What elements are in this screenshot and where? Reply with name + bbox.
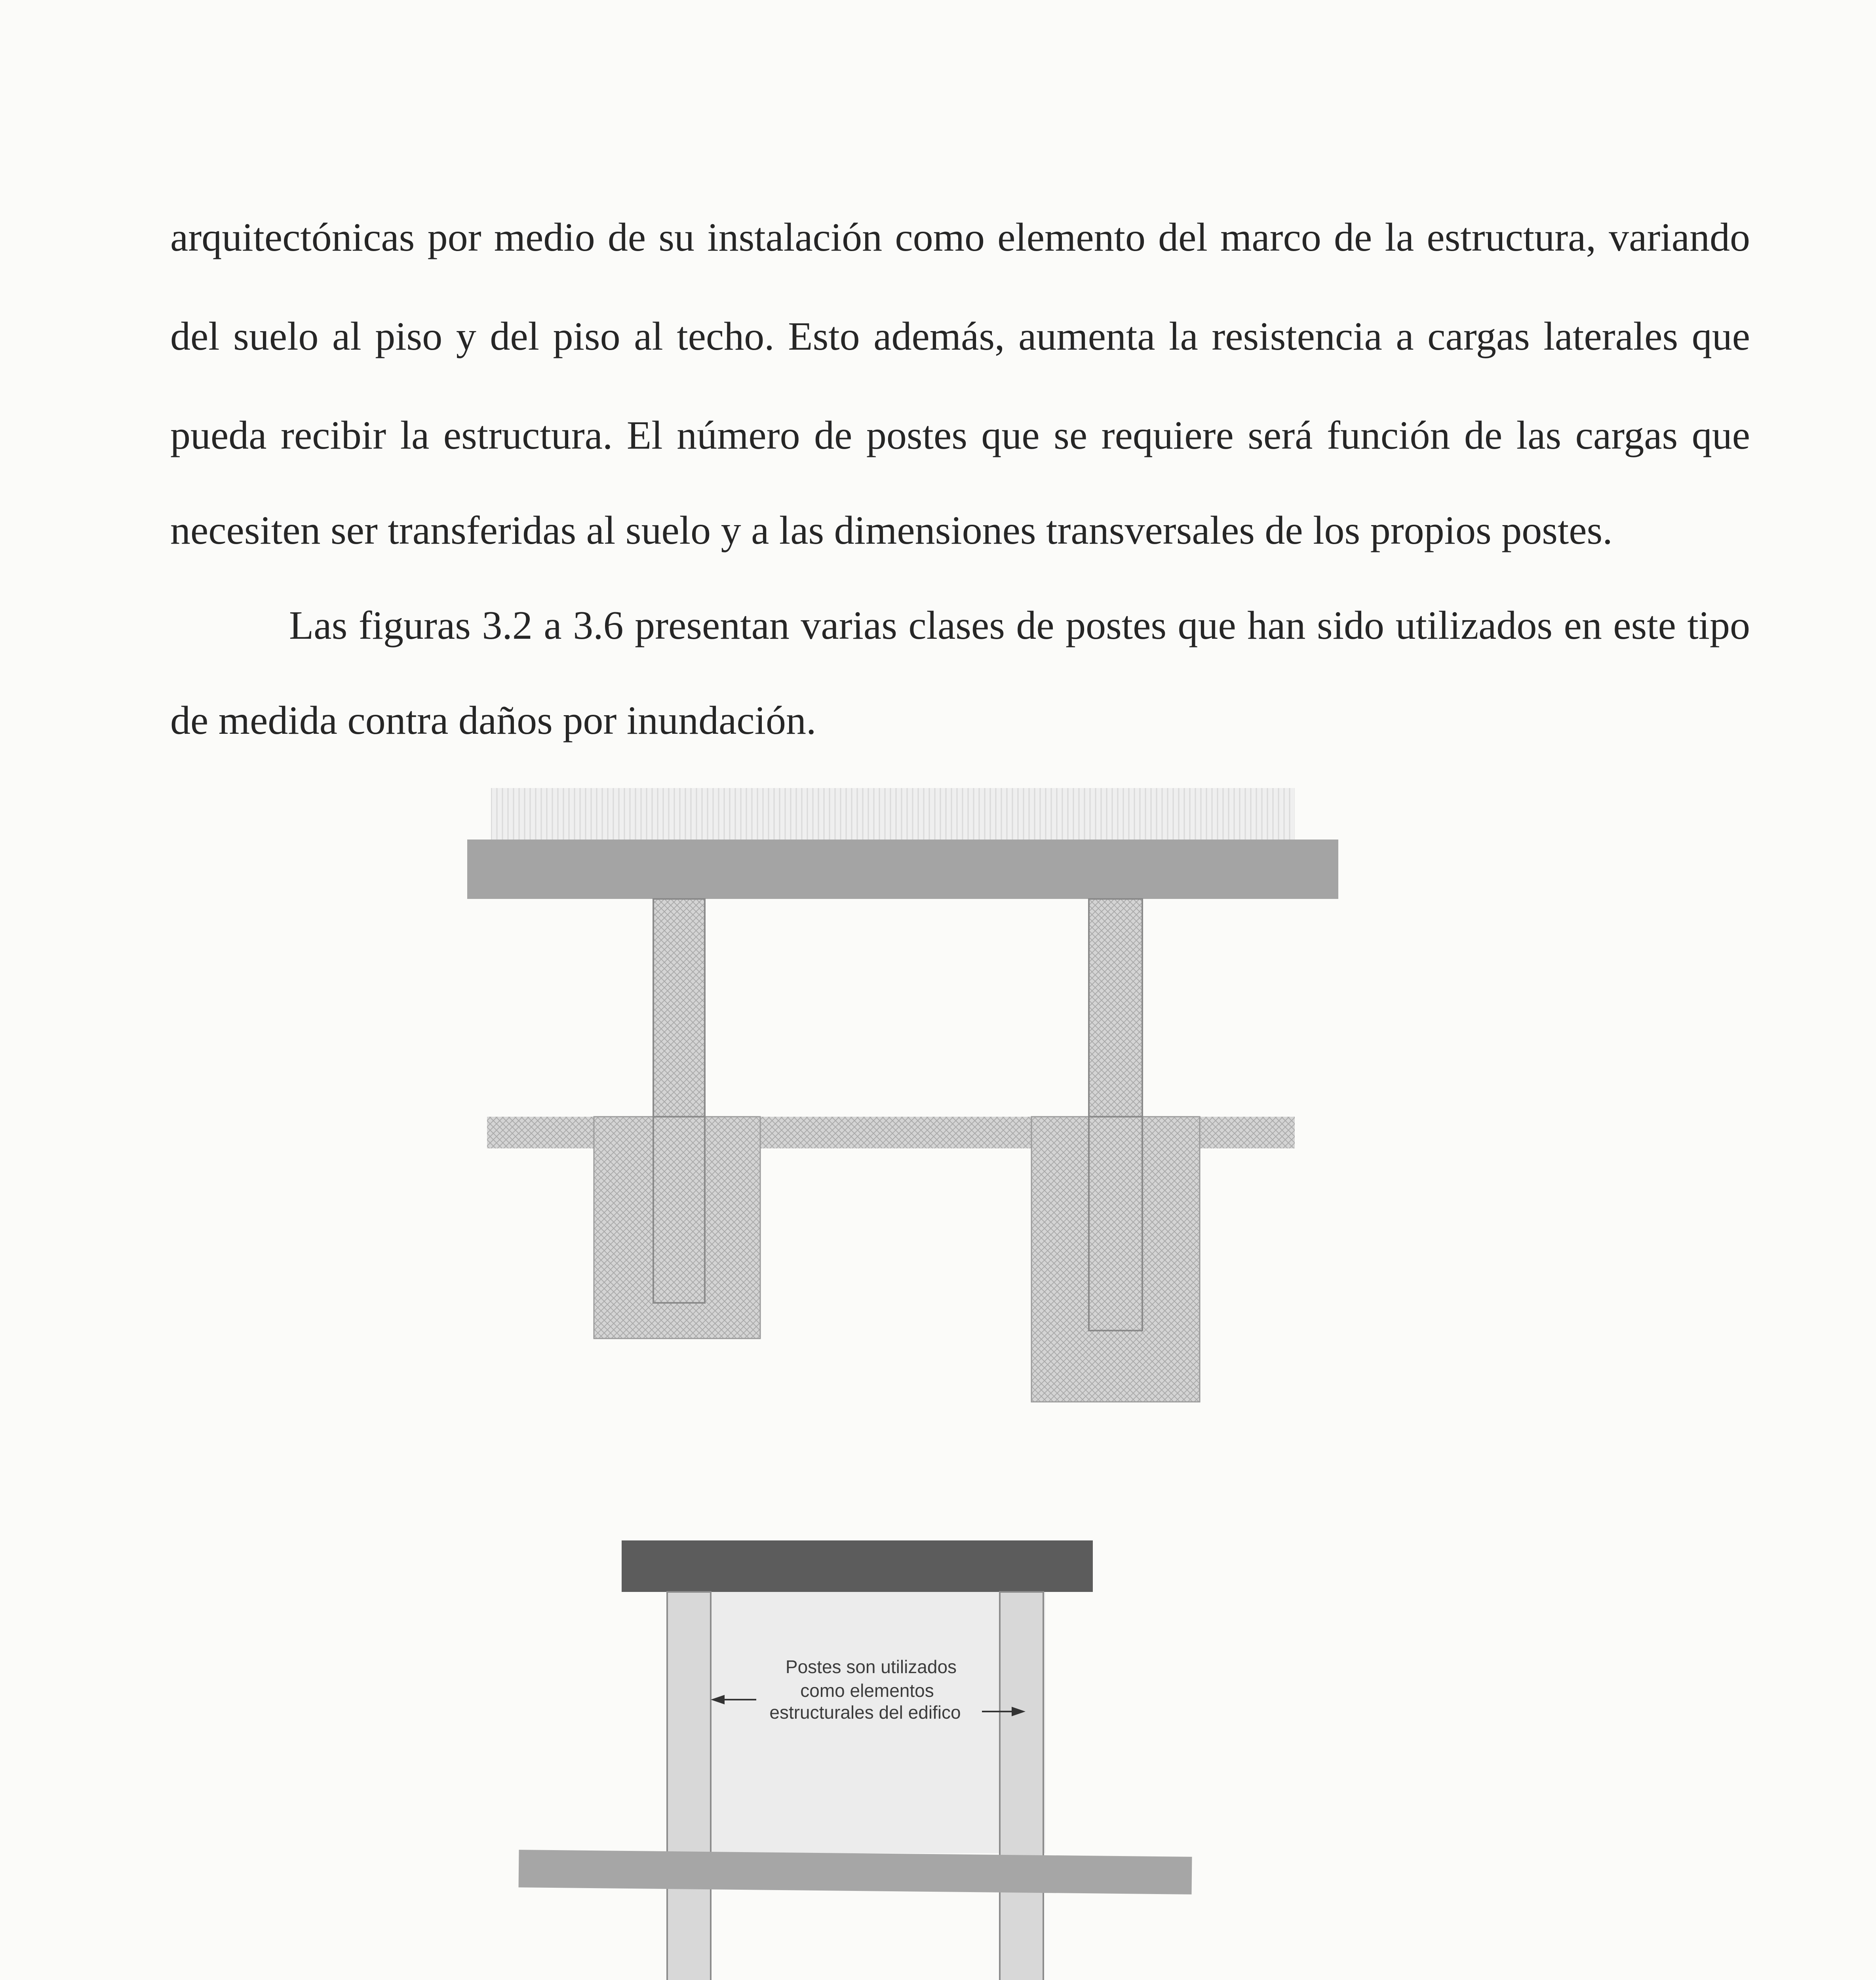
left-frame-post [667, 1592, 711, 1980]
paragraph-1-line-1: arquitectónicas por medio de su instalación como elemento del marco de la estructura, variando [170, 215, 1750, 260]
frame-label-line-2: como elementos [800, 1680, 934, 1701]
paragraph-1-line-3: pueda recibir la estructura. El número de postes que se requiere será función de las cargas que [170, 413, 1750, 458]
floor-beam [519, 1850, 1192, 1894]
frame-label-line-3: estructurales del edifico [769, 1702, 961, 1723]
upper-wall-panel [491, 788, 1295, 840]
paragraph-2-line-2: de medida contra daños por inundación. [170, 698, 816, 743]
paragraph-1-line-2: del suelo al piso y del piso al techo. Esto además, aumenta la resistencia a cargas laterales que [170, 314, 1750, 359]
left-post-embedded [653, 1117, 705, 1303]
right-frame-post [1000, 1592, 1043, 1980]
frame-label-line-1: Postes son utilizados [785, 1656, 957, 1677]
paragraph-2-line-1: Las figuras 3.2 a 3.6 presentan varias clases de postes que han sido utilizados en este tipo [289, 603, 1750, 648]
upper-floor-beam [467, 840, 1338, 899]
wall-panel [705, 1592, 1045, 1853]
paragraph-1-line-4: necesiten ser transferidas al suelo y a las dimensiones transversales de los propios postes. [170, 508, 1613, 553]
upper-post-diagram [455, 772, 1358, 1406]
lower-frame-diagram [515, 1525, 1212, 1980]
right-post-embedded [1089, 1117, 1142, 1331]
roof-beam [622, 1540, 1093, 1592]
